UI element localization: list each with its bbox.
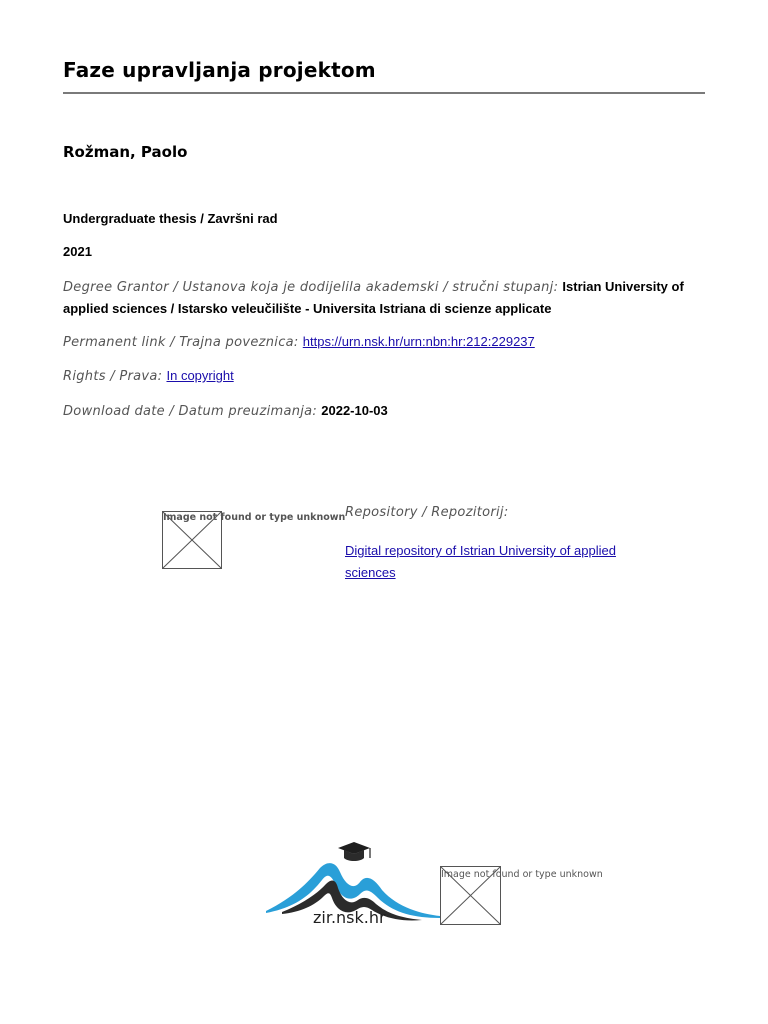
repository-label: Repository / Repozitorij: bbox=[345, 505, 509, 520]
permanent-link-row bbox=[63, 331, 723, 353]
degree-grantor-row bbox=[63, 276, 723, 320]
logo-text: zir.nsk.hr bbox=[313, 908, 386, 927]
broken-image-alt: Image not found or type unknown bbox=[441, 869, 603, 880]
rights-row bbox=[63, 365, 723, 387]
permanent-link-label: Permanent link / Trajna poveznica: bbox=[63, 335, 299, 350]
document-type: Undergraduate thesis / Završni rad bbox=[63, 211, 278, 226]
repository-link-wrap bbox=[345, 540, 645, 584]
download-date-label: Download date / Datum preuzimanja: bbox=[63, 404, 318, 419]
rights-label: Rights / Prava: bbox=[63, 369, 163, 384]
page-title: Faze upravljanja projektom bbox=[63, 58, 376, 82]
broken-image-alt: Image not found or type unknown bbox=[163, 512, 346, 523]
broken-image-repository bbox=[440, 866, 603, 925]
download-date-row bbox=[63, 400, 723, 422]
download-date-value: 2022-10-03 bbox=[321, 403, 388, 418]
degree-grantor-value: Istrian University of applied sciences / Istarsko veleučilište - Universita Istriana di scienze applicate bbox=[63, 279, 684, 316]
year: 2021 bbox=[63, 244, 92, 259]
permanent-link[interactable]: https://urn.nsk.hr/urn:nbn:hr:212:229237 bbox=[302, 334, 535, 349]
degree-grantor-label: Degree Grantor / Ustanova koja je dodijelila akademski / stručni stupanj: bbox=[63, 280, 559, 295]
title-rule bbox=[63, 92, 705, 94]
rights-link[interactable]: In copyright bbox=[166, 368, 234, 383]
repository-link[interactable]: Digital repository of Istrian University of applied sciences bbox=[345, 543, 616, 580]
author: Rožman, Paolo bbox=[63, 143, 188, 161]
broken-image-institution bbox=[162, 511, 346, 569]
